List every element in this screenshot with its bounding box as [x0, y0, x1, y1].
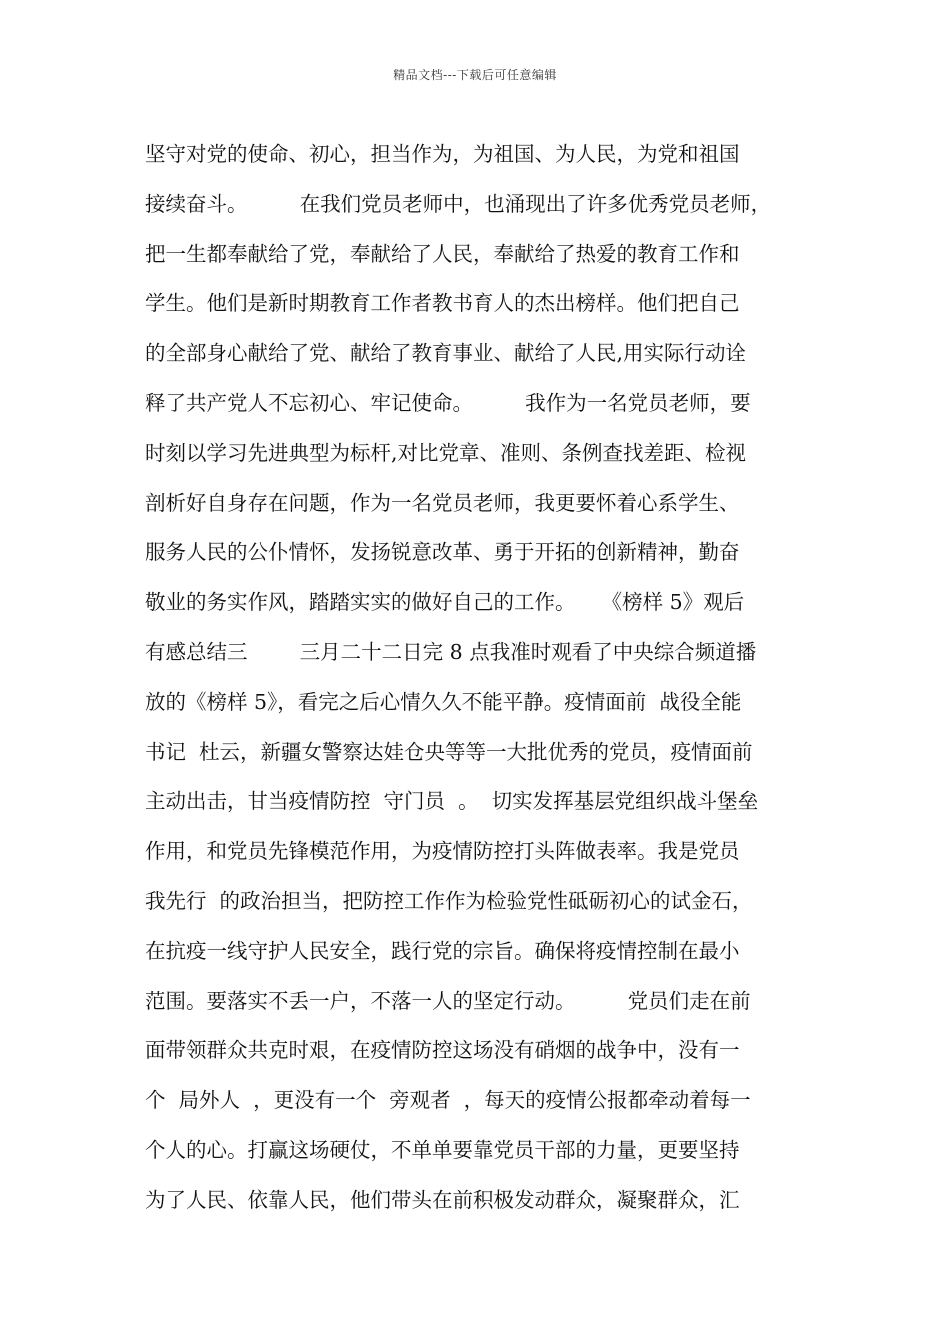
text-line: 时刻以学习先进典型为标杆,对比党章、准则、条例查找差距、检视 — [145, 440, 747, 465]
text-line: 我先行 的政治担当，把防控工作作为检验党性砥砺初心的试金石， — [145, 888, 753, 913]
text-line: 个人的心。打赢这场硬仗，不单单要靠党员干部的力量，更要坚持 — [145, 1137, 740, 1162]
text-line: 把一生都奉献给了党，奉献给了人民，奉献给了热爱的教育工作和 — [145, 241, 740, 266]
text-line: 服务人民的公仆情怀，发扬锐意改革、勇于开拓的创新精神，勤奋 — [145, 540, 740, 565]
text-line: 放的《榜样 5》，看完之后心情久久不能平静。疫情面前 战役全能 — [145, 689, 742, 714]
page-header: 精品文档---下载后可任意编辑 — [393, 68, 557, 82]
text-line: 的全部身心献给了党、献给了教育事业、献给了人民,用实际行动诠 — [145, 341, 747, 366]
text-line: 剖析好自身存在问题，作为一名党员老师，我更要怀着心系学生、 — [145, 490, 740, 515]
text-line: 书记 杜云，新疆女警察达娃仓央等等一大批优秀的党员，疫情面前 — [145, 739, 753, 764]
document-body — [145, 130, 815, 1226]
text-line: 坚守对党的使命、初心，担当作为，为祖国、为人民，为党和祖国 — [145, 142, 740, 166]
text-line: 在抗疫一线守护人民安全，践行党的宗旨。确保将疫情控制在最小 — [145, 938, 740, 963]
text-line: 范围。要落实不丢一户，不落一人的坚定行动。 党员们走在前 — [145, 988, 751, 1013]
text-line: 作用，和党员先锋模范作用，为疫情防控打头阵做表率。我是党员 — [145, 839, 740, 864]
text-line: 释了共产党人不忘初心、牢记使命。 我作为一名党员老师，要 — [145, 390, 751, 415]
text-line: 接续奋斗。 在我们党员老师中，也涌现出了许多优秀党员老师， — [145, 191, 772, 216]
text-line: 面带领群众共克时艰，在疫情防控这场没有硝烟的战争中，没有一 — [145, 1038, 740, 1063]
text-line: 敬业的务实作风，踏踏实实的做好自己的工作。 《榜样 5》观后 — [145, 590, 745, 615]
text-line: 学生。他们是新时期教育工作者教书育人的杰出榜样。他们把自己 — [145, 291, 740, 316]
text-line: 主动出击，甘当疫情防控 守门员 。 切实发挥基层党组织战斗堡垒 — [145, 789, 759, 814]
text-line: 为了人民、依靠人民，他们带头在前积极发动群众，凝聚群众，汇 — [145, 1187, 740, 1212]
text-line: 有感总结三 三月二十二日完 8 点我准时观看了中央综合频道播 — [145, 639, 757, 664]
text-line: 个 局外人 ，更没有一个 旁观者 ，每天的疫情公报都牵动着每一 — [145, 1088, 751, 1113]
